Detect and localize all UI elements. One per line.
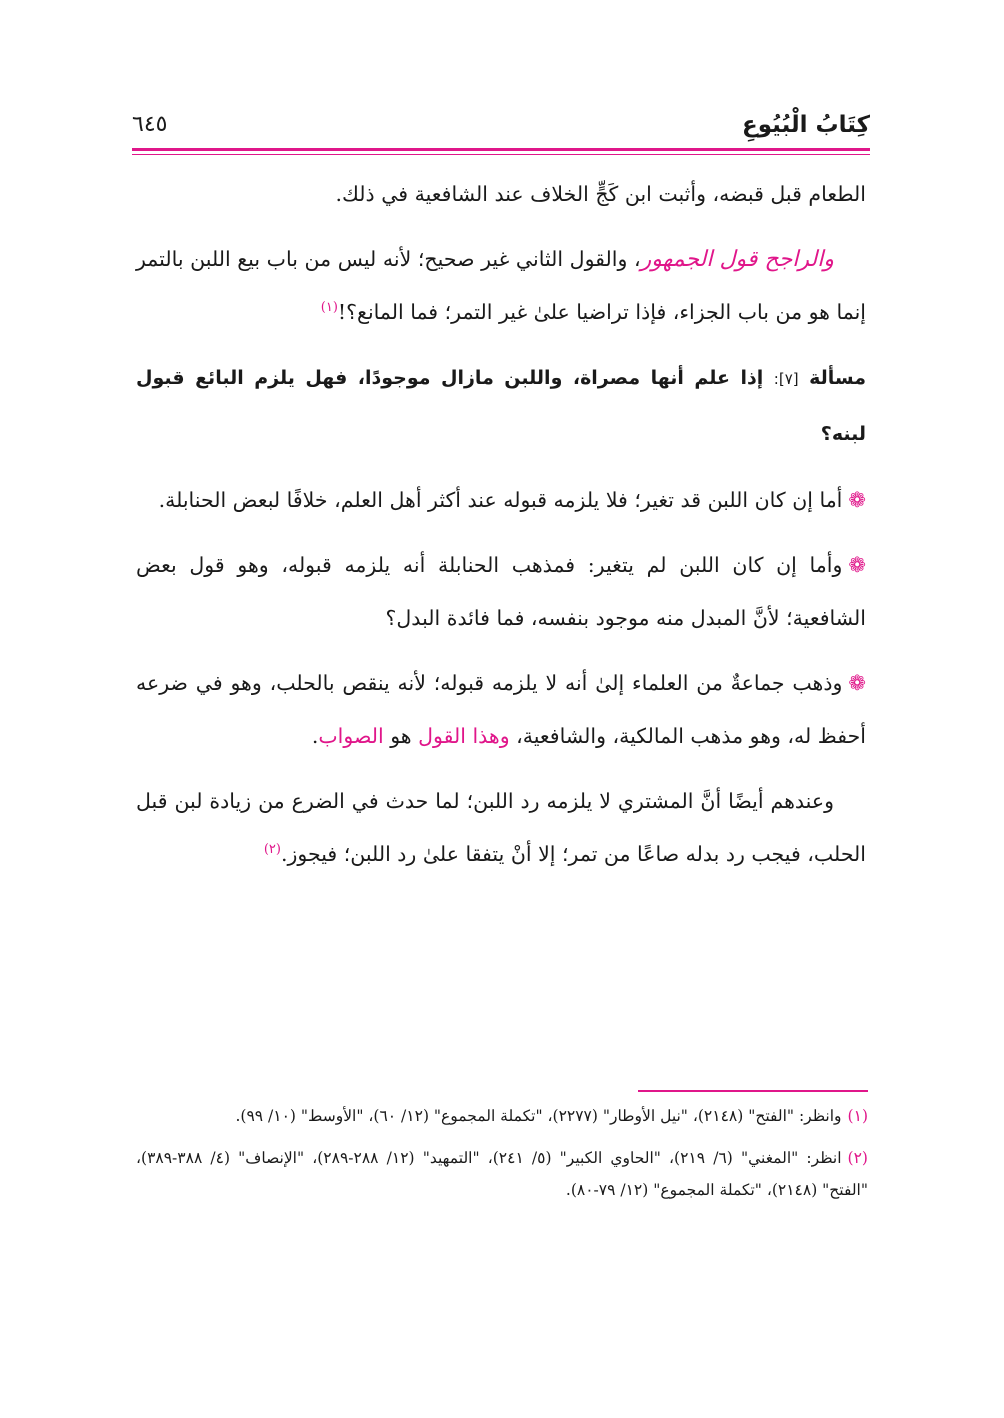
highlight-this-view: وهذا القول <box>418 724 510 748</box>
highlight-correct: الصواب <box>318 724 384 748</box>
masala-label: مسألة <box>809 367 866 389</box>
footnote-2-number: (٢) <box>847 1149 868 1167</box>
paragraph-1-text: الطعام قبل قبضه، وأثبت ابن كَجٍّ الخلاف عند الشافعية في ذلك. <box>335 182 866 206</box>
bullet-2 <box>136 539 866 645</box>
header-rule-thin <box>132 154 870 155</box>
bullet-3-end: . <box>311 724 319 748</box>
flower-bullet-icon: ❁ <box>848 553 866 577</box>
paragraph-3-text: وعندهم أيضًا أنَّ المشتري لا يلزمه رد اللبن؛ لما حدث في الضرع من زيادة لبن قبل الحلب، فيجب رد بدله صاعًا من تمر؛ إلا أنْ يتفقا علىٰ رد اللبن؛ فيجوز. <box>136 789 866 866</box>
bullet-3-text: وذهب جماعةٌ من العلماء إلىٰ أنه لا يلزمه قبوله؛ لأنه ينقص بالحلب، وهو في ضرعه أحفظ له، وهو مذهب المالكية، والشافعية، <box>136 671 866 748</box>
paragraph-3 <box>136 775 866 881</box>
masala-question: إذا علم أنها مصراة، واللبن مازال موجودًا، فهل يلزم البائع قبول لبنه؟ <box>136 367 866 445</box>
paragraph-1 <box>136 168 866 221</box>
flower-bullet-icon: ❁ <box>848 671 866 695</box>
footnote-ref-1[interactable]: (١) <box>320 300 338 316</box>
header-rule-thick <box>132 148 870 151</box>
bullet-3 <box>136 657 866 763</box>
footnote-1-number: (١) <box>847 1107 868 1125</box>
bullet-1 <box>136 474 866 527</box>
footnote-1 <box>136 1100 868 1132</box>
footnote-ref-2[interactable]: (٢) <box>263 842 281 858</box>
masala-heading <box>136 351 866 462</box>
bullet-1-text: أما إن كان اللبن قد تغير؛ فلا يلزمه قبوله عند أكثر أهل العلم، خلافًا لبعض الحنابلة. <box>158 488 843 512</box>
page-number: ٦٤٥ <box>132 112 168 137</box>
footnote-1-text: وانظر: "الفتح" (٢١٤٨)، "نيل الأوطار" (٢٢٧٧)، "تكملة المجموع" (١٢/ ٦٠)، "الأوسط" (١٠/ ٩٩). <box>235 1107 842 1125</box>
flower-bullet-icon: ❁ <box>848 488 866 512</box>
book-title: كِتَابُ الْبُيُوعِ <box>742 112 870 138</box>
paragraph-2 <box>136 233 866 339</box>
masala-number: [٧]: <box>773 370 799 388</box>
paragraph-2-text: ، والقول الثاني غير صحيح؛ لأنه ليس من باب بيع اللبن بالتمر إنما هو من باب الجزاء، فإذا تراضيا علىٰ غير التمر؛ فما المانع؟! <box>136 247 866 324</box>
footnotes <box>136 1100 868 1216</box>
highlight-rajih: والراجح قول الجمهور <box>640 247 834 272</box>
footnote-2-text: انظر: "المغني" (٦/ ٢١٩)، "الحاوي الكبير" (٥/ ٢٤١)، "التمهيد" (١٢/ ٢٨٨-٢٨٩)، "الإنصاف" (٤/ ٣٨٨-٣٨٩)، "الفتح" (٢١٤٨)، "تكملة المجموع" (١٢/ ٧٩-٨٠). <box>136 1149 868 1199</box>
main-text <box>136 168 866 893</box>
bullet-2-text: وأما إن كان اللبن لم يتغير: فمذهب الحنابلة أنه يلزمه قبوله، وهو قول بعض الشافعية؛ لأنَّ المبدل منه موجود بنفسه، فما فائدة البدل؟ <box>136 553 866 630</box>
page-header <box>132 112 870 148</box>
footnote-separator <box>638 1090 868 1092</box>
bullet-3-mid: هو <box>383 724 419 748</box>
footnote-2 <box>136 1142 868 1206</box>
